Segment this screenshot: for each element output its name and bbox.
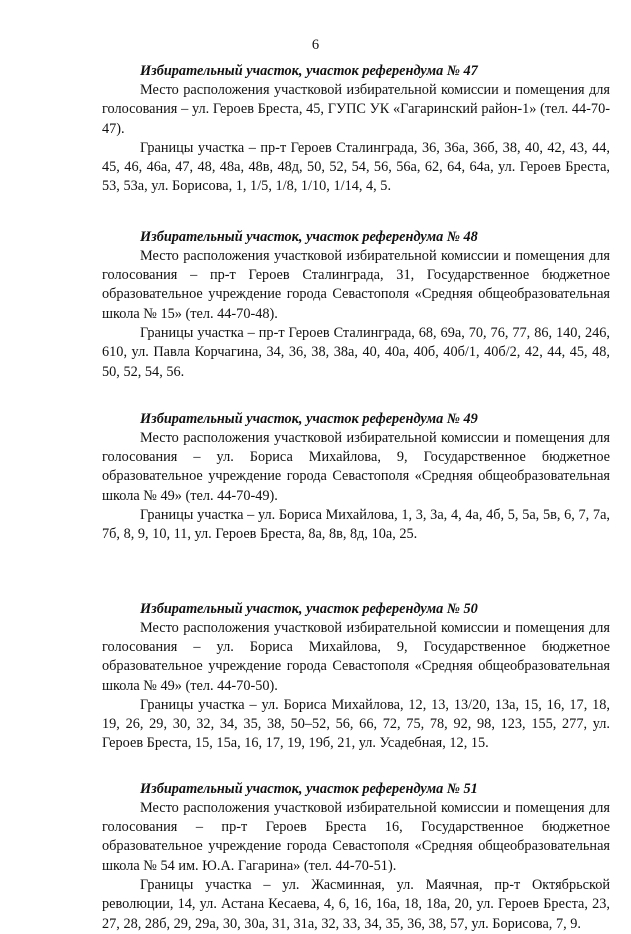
- page-number: 6: [311, 37, 320, 53]
- section-heading: Избирательный участок, участок референдума № 51: [140, 780, 478, 797]
- boundaries-paragraph: Границы участка – пр-т Героев Сталинграда, 36, 36а, 36б, 38, 40, 42, 43, 44, 45, 46, 46а, 47, 48, 48а, 48в, 48д, 50, 52, 54, 56, 56а, 62, 64, 64а, ул. Героев Бреста, 53, 53а, ул. Борисова, 1, 1/5, 1/8, 1/10, 1/14, 4, 5.: [102, 139, 610, 195]
- location-paragraph: Место расположения участковой избирательной комиссии и помещения для голосования – пр-т Героев Бреста 16, Государственное бюджетное образовательное учреждение города Севастополя «Средняя общеобразовательная школа № 54 им. Ю.А. Гагарина» (тел. 44-70-51).: [102, 799, 610, 874]
- boundaries-paragraph: Границы участка – ул. Бориса Михайлова, 1, 3, 3а, 4, 4а, 4б, 5, 5а, 5в, 6, 7, 7а, 7б, 8, 9, 10, 11, ул. Героев Бреста, 8а, 8в, 8д, 10а, 25.: [102, 507, 610, 543]
- section-precinct-51: [102, 780, 610, 934]
- location-paragraph: Место расположения участковой избирательной комиссии и помещения для голосования – ул. Бориса Михайлова, 9, Государственное бюджетное образовательное учреждение города Севастополя «Средняя общеобразовательная школа № 49» (тел. 44-70-50).: [102, 619, 610, 694]
- boundaries-paragraph: Границы участка – ул. Бориса Михайлова, 12, 13, 13/20, 13а, 15, 16, 17, 18, 19, 26, 29, 30, 32, 34, 35, 38, 50–52, 56, 66, 72, 75, 78, 92, 98, 123, 155, 277, ул. Героев Бреста, 15, 15а, 16, 17, 19, 19б, 21, ул. Усадебная, 12, 15.: [102, 696, 610, 752]
- section-precinct-50: [102, 600, 610, 754]
- location-paragraph: Место расположения участковой избирательной комиссии и помещения для голосования – ул. Бориса Михайлова, 9, Государственное бюджетное образовательное учреждение города Севастополя «Средняя общеобразовательная школа № 49» (тел. 44-70-49).: [102, 429, 610, 504]
- section-heading: Избирательный участок, участок референдума № 50: [140, 600, 478, 617]
- boundaries-paragraph: Границы участка – пр-т Героев Сталинграда, 68, 69а, 70, 76, 77, 86, 140, 246, 610, ул. Павла Корчагина, 34, 36, 38, 38а, 40, 40а, 40б, 40б/1, 40б/2, 42, 44, 45, 48, 50, 52, 54, 56.: [102, 324, 610, 380]
- section-precinct-49: [102, 410, 610, 545]
- location-paragraph: Место расположения участковой избирательной комиссии и помещения для голосования – пр-т Героев Сталинграда, 31, Государственное бюджетное образовательное учреждение города Севастополя «Средняя общеобразовательная школа № 15» (тел. 44-70-48).: [102, 247, 610, 322]
- location-paragraph: Место расположения участковой избирательной комиссии и помещения для голосования – ул. Героев Бреста, 45, ГУПС УК «Гагаринский район-1» (тел. 44-70-47).: [102, 82, 610, 137]
- section-heading: Избирательный участок, участок референдума № 49: [140, 410, 478, 427]
- section-precinct-48: [102, 228, 610, 382]
- document-body: [102, 62, 610, 934]
- section-heading: Избирательный участок, участок референдума № 48: [140, 228, 478, 245]
- boundaries-paragraph: Границы участка – ул. Жасминная, ул. Маячная, пр-т Октябрьской революции, 14, ул. Астана Кесаева, 4, 6, 16, 16а, 18, 18а, 20, ул. Героев Бреста, 23, 27, 28, 28б, 29, 29а, 30, 30а, 31, 31а, 32, 33, 34, 35, 36, 38, 57, ул. Борисова, 7, 9.: [102, 876, 610, 932]
- section-heading: Избирательный участок, участок референдума № 47: [140, 63, 478, 79]
- section-precinct-47: [102, 62, 610, 197]
